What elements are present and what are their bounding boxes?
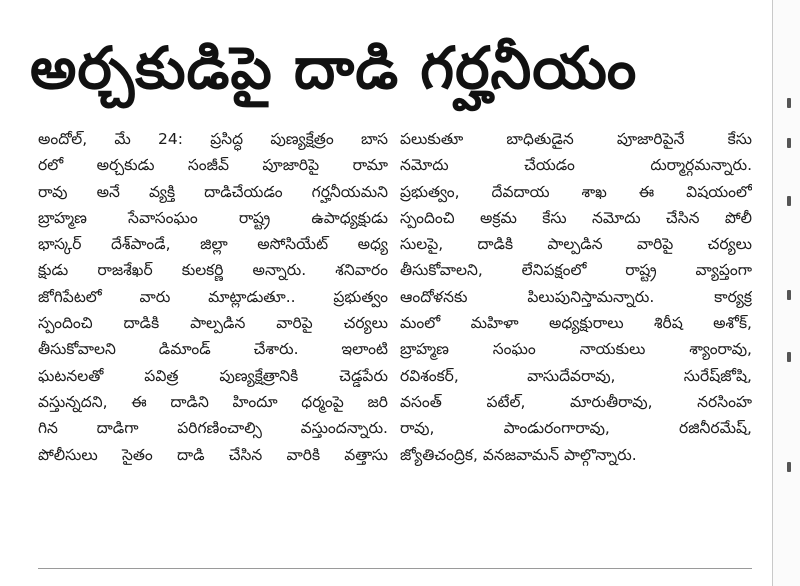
article-column-left <box>38 126 388 468</box>
article-column-right <box>400 126 752 468</box>
text-line: నమోదు చేయడం దుర్మార్గమన్నారు. <box>400 156 752 175</box>
neighbor-text-fragment <box>787 196 791 206</box>
neighbor-text-fragment <box>787 138 791 148</box>
neighbor-text-fragment <box>787 462 791 472</box>
text-line: రావు, పాండురంగారావు, రజినీరమేష్, <box>400 419 752 438</box>
neighboring-article-margin <box>773 0 800 586</box>
text-line: స్పందించి అక్రమ కేసు నమోదు చేసిన పోలీ <box>400 208 752 227</box>
text-line: రలో అర్చకుడు సంజీవ్ పూజారిపై రామా <box>38 156 388 175</box>
text-line: సులపై, దాడికి పాల్పడిన వారిపై చర్యలు <box>400 235 752 254</box>
text-line: ఘటనలతో పవిత్ర పుణ్యక్షేత్రానికి చెడ్డపేరు <box>38 366 388 385</box>
neighbor-text-fragment <box>787 98 791 108</box>
text-line: రావు అనే వ్యక్తి దాడిచేయడం గర్హనీయమని <box>38 182 388 201</box>
text-line: జ్యోతిచంద్రిక, వనజవామన్ పాల్గొన్నారు. <box>400 445 637 464</box>
text-line: తీసుకోవాలని డిమాండ్ చేశారు. ఇలాంటి <box>38 340 388 359</box>
text-line: భాస్కర్ దేశ్‌పాండే, జిల్లా అసోసియేట్ అధ్య <box>38 235 388 254</box>
text-line: బ్రాహ్మణ సంఘం నాయకులు శ్యాంరావు, <box>400 340 752 359</box>
text-line: వసంత్ పటేల్, మారుతీరావు, నరసింహ <box>400 392 752 411</box>
text-line: అందోల్, మే 24: ప్రసిద్ధ పుణ్యక్షేత్రం బాస <box>38 130 388 148</box>
neighbor-text-fragment <box>787 290 791 300</box>
text-line: గిన దాడిగా పరిగణించాల్సి వస్తుందన్నారు. <box>38 419 388 438</box>
text-line: బ్రాహ్మణ సేవాసంఘం రాష్ట్ర ఉపాధ్యక్షుడు <box>38 208 388 227</box>
article-headline: అర్చకుడిపై దాడి గర్హనీయం <box>30 34 638 102</box>
text-line: ఆందోళనకు పిలుపునిస్తామన్నారు. కార్యక్ర <box>400 287 752 306</box>
text-line: ప్రభుత్వం, దేవదాయ శాఖ ఈ విషయంలో <box>400 182 752 201</box>
neighbor-text-fragment <box>787 352 791 362</box>
text-line: రవిశంకర్, వాసుదేవరావు, సురేష్‌జోషి, <box>400 366 752 385</box>
text-line: క్షుడు రాజశేఖర్ కులకర్ణి అన్నారు. శనివారం <box>38 261 388 280</box>
text-line: మంలో మహిళా అధ్యక్షురాలు శిరీష అశోక్, <box>400 314 752 333</box>
text-line: జోగిపేటలో వారు మాట్లాడుతూ.. ప్రభుత్వం <box>38 287 388 306</box>
text-line: వస్తున్నదని, ఈ దాడిని హిందూ ధర్మంపై జరి <box>38 392 388 411</box>
text-line: పలుకుతూ బాధితుడైన పూజారిపైనే కేసు <box>400 130 752 148</box>
text-line: తీసుకోవాలని, లేనిపక్షంలో రాష్ట్ర వ్యాప్తంగా <box>400 261 752 280</box>
text-line: పోలీసులు సైతం దాడి చేసిన వారికి వత్తాసు <box>38 445 388 464</box>
bottom-divider <box>38 568 752 569</box>
text-line: స్పందించి దాడికి పాల్పడిన వారిపై చర్యలు <box>38 314 388 333</box>
